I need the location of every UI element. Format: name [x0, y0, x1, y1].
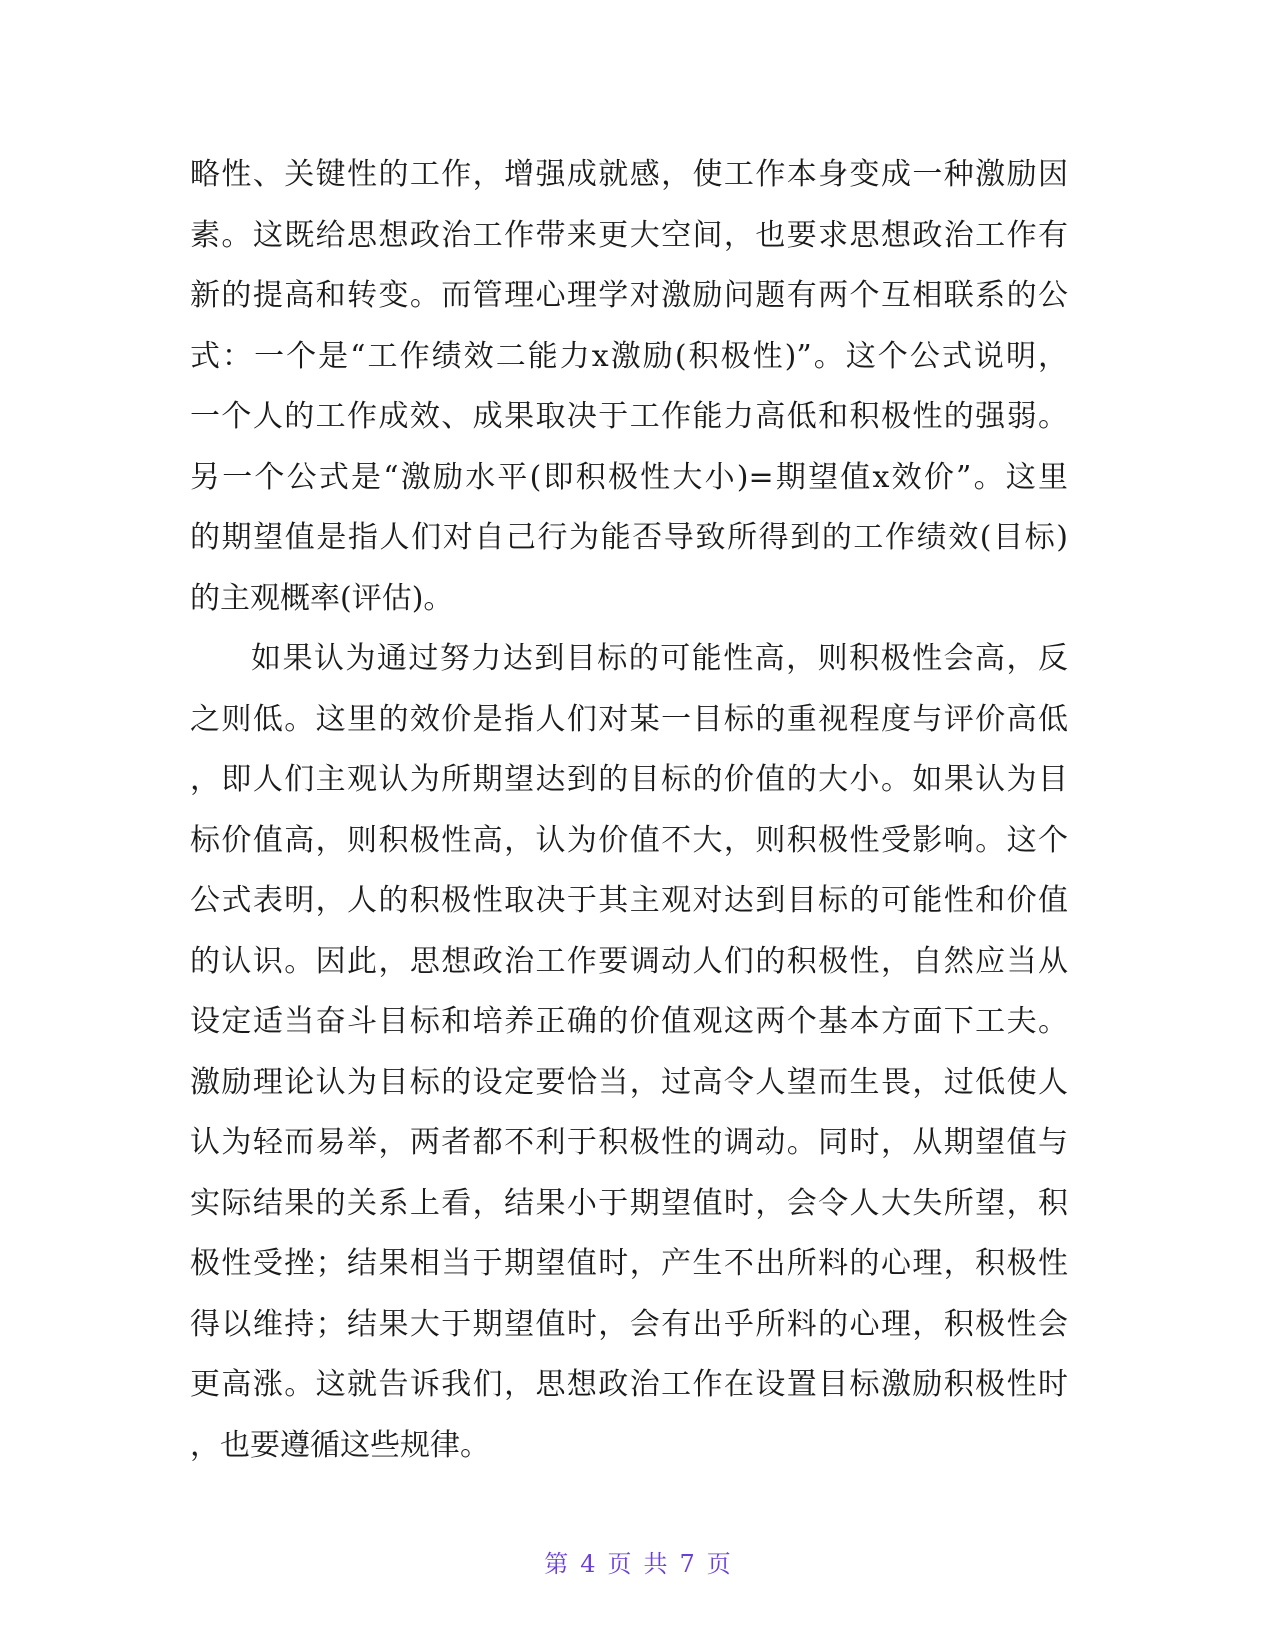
text-line: 认为轻而易举，两者都不利于积极性的调动。同时，从期望值与 [190, 1125, 1068, 1160]
page-footer [0, 1544, 1275, 1579]
text-line: 得以维持；结果大于期望值时，会有出乎所料的心理，积极性会 [190, 1306, 1068, 1342]
footer-label-prefix: 第 [544, 1550, 569, 1578]
text-line: ，即人们主观认为所期望达到的目标的价值的大小。如果认为目 [190, 762, 1068, 797]
paragraph-2 [190, 629, 1068, 1476]
footer-label-total: 共 [643, 1550, 668, 1578]
current-page-number: 4 [580, 1550, 596, 1578]
footer-label-page: 页 [607, 1550, 632, 1578]
text-line: 激励理论认为目标的设定要恰当，过高令人望而生畏，过低使人 [190, 1064, 1068, 1100]
text-line: 极性受挫；结果相当于期望值时，产生不出所料的心理，积极性 [190, 1246, 1068, 1281]
text-line: 实际结果的关系上看，结果小于期望值时，会令人大失所望，积 [190, 1185, 1068, 1221]
body-text [190, 145, 1068, 1476]
text-line: 设定适当奋斗目标和培养正确的价值观这两个基本方面下工夫。 [190, 1004, 1068, 1039]
text-line: 公式表明，人的积极性取决于其主观对达到目标的可能性和价值 [190, 883, 1068, 918]
text-line: 素。这既给思想政治工作带来更大空间，也要求思想政治工作有 [190, 217, 1068, 253]
text-line: 的主观概率(评估)。 [190, 580, 454, 616]
text-line: 的期望值是指人们对自己行为能否导致所得到的工作绩效(目标) [190, 520, 1068, 555]
text-line: 标价值高，则积极性高，认为价值不大，则积极性受影响。这个 [190, 822, 1068, 858]
text-line: 式：一个是“工作绩效二能力x激励(积极性)”。这个公式说明， [190, 338, 1068, 374]
footer-label-page-end: 页 [706, 1550, 731, 1578]
text-line: ，也要遵循这些规律。 [190, 1427, 490, 1463]
text-line: 略性、关键性的工作，增强成就感，使工作本身变成一种激励因 [190, 157, 1068, 192]
text-line: 另一个公式是“激励水平(即积极性大小)=期望值x效价”。这里 [190, 459, 1068, 495]
text-line: 的认识。因此，思想政治工作要调动人们的积极性，自然应当从 [190, 943, 1068, 979]
text-line: 更高涨。这就告诉我们，思想政治工作在设置目标激励积极性时 [190, 1367, 1068, 1402]
text-line: 如果认为通过努力达到目标的可能性高，则积极性会高，反 [251, 641, 1068, 676]
text-line: 之则低。这里的效价是指人们对某一目标的重视程度与评价高低 [190, 701, 1068, 737]
total-pages-number: 7 [679, 1550, 695, 1578]
paragraph-1 [190, 145, 1068, 629]
text-line: 新的提高和转变。而管理心理学对激励问题有两个互相联系的公 [190, 278, 1068, 313]
text-line: 一个人的工作成效、成果取决于工作能力高低和积极性的强弱。 [190, 399, 1068, 434]
